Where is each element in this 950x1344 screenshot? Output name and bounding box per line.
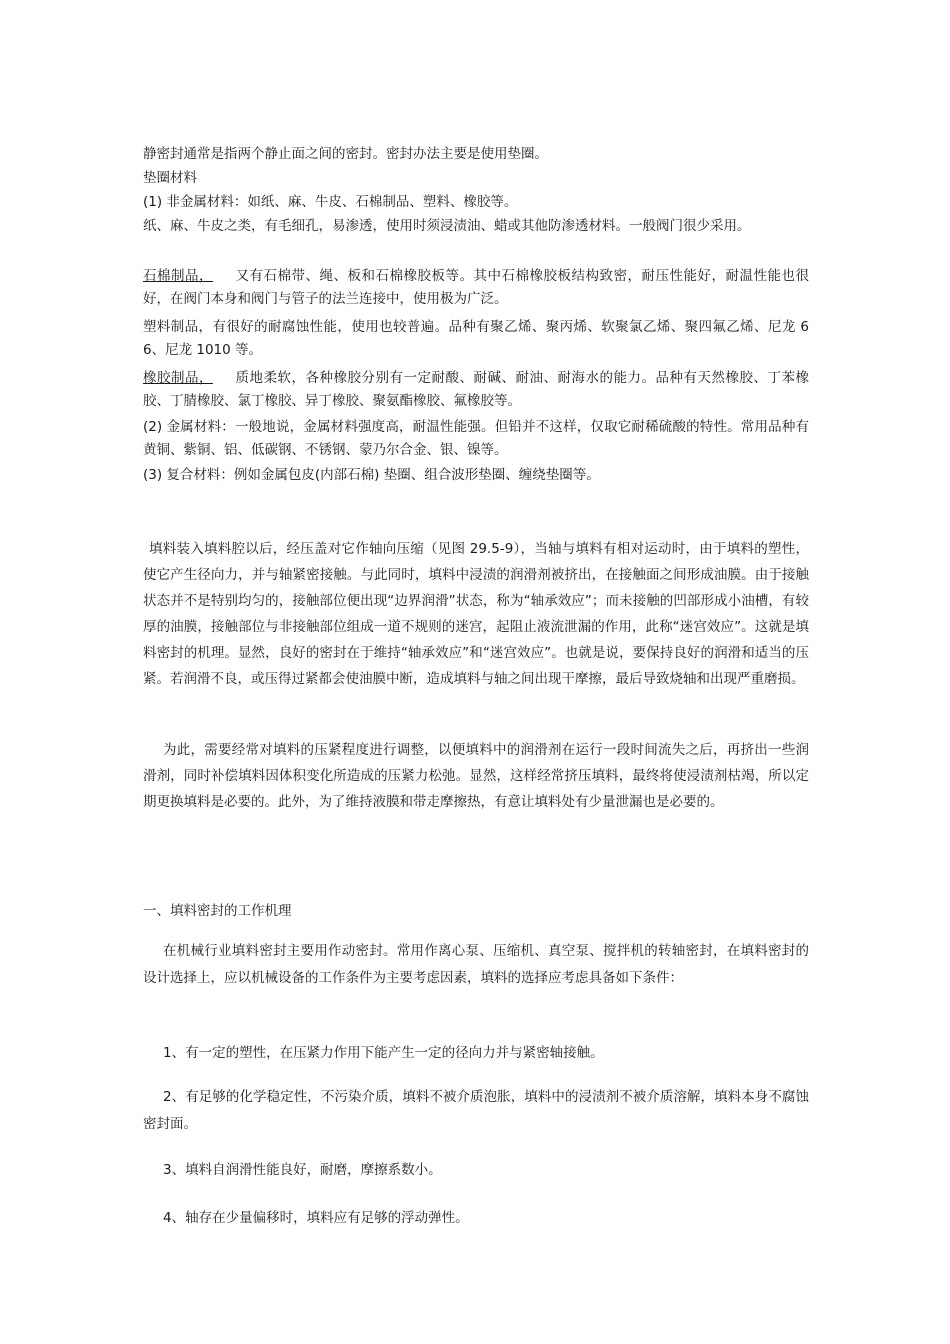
plastic-products-paragraph: 塑料制品，有很好的耐腐蚀性能，使用也较普遍。品种有聚乙烯、聚丙烯、软聚氯乙烯、聚四氟乙烯、尼龙 66、尼龙 1010 等。 xyxy=(143,319,809,358)
metal-materials-item: (2) 金属材料：一般地说，金属材料强度高，耐温性能强。但铅并不这样，仅取它耐稀硫酸的特性。常用品种有黄铜、紫铜、铝、低碳钢、不锈钢、蒙乃尔合金、银、镍等。 xyxy=(143,419,809,458)
packing-adjustment-paragraph: 为此，需要经常对填料的压紧程度进行调整，以便填料中的润滑剂在运行一段时间流失之后，再挤出一些润滑剂，同时补偿填料因体积变化所造成的压紧力松弛。显然，这样经常挤压填料，最终将使浸渍剂枯竭，所以定期更换填料是必要的。此外，为了维持液膜和带走摩擦热，有意让填料处有少量泄漏也是必要的。 xyxy=(143,742,809,810)
condition-item-3: 3、填料自润滑性能良好，耐磨，摩擦系数小。 xyxy=(163,1162,442,1178)
paper-hemp-leather-paragraph: 纸、麻、牛皮之类，有毛细孔，易渗透，使用时须浸渍油、蜡或其他防渗透材料。一般阀门很少采用。 xyxy=(143,218,751,234)
asbestos-products-paragraph xyxy=(143,265,809,311)
intro-paragraph: 静密封通常是指两个静止面之间的密封。密封办法主要是使用垫圈。 xyxy=(143,146,548,162)
section-heading-packing-seal-mechanism: 一、填料密封的工作机理 xyxy=(143,903,292,919)
asbestos-products-text: 又有石棉带、绳、板和石棉橡胶板等。其中石棉橡胶板结构致密，耐压性能好，耐温性能也很好，在阀门本身和阀门与管子的法兰连接中，使用极为广泛。 xyxy=(143,268,809,307)
packing-selection-paragraph: 在机械行业填料密封主要用作动密封。常用作离心泵、压缩机、真空泵、搅拌机的转轴密封，在填料密封的设计选择上，应以机械设备的工作条件为主要考虑因素，填料的选择应考虑具备如下条件： xyxy=(143,943,809,986)
nonmetal-materials-item: (1) 非金属材料：如纸、麻、牛皮、石棉制品、塑料、橡胶等。 xyxy=(143,194,518,210)
condition-item-4: 4、轴存在少量偏移时，填料应有足够的浮动弹性。 xyxy=(163,1210,469,1226)
gasket-materials-heading: 垫圈材料 xyxy=(143,170,197,186)
composite-materials-item: (3) 复合材料：例如金属包皮(内部石棉) 垫圈、组合波形垫圈、缠绕垫圈等。 xyxy=(143,467,600,483)
packing-mechanism-paragraph: 填料装入填料腔以后，经压盖对它作轴向压缩（见图 29.5-9），当轴与填料有相对运动时，由于填料的塑性，使它产生径向力，并与轴紧密接触。与此同时，填料中浸渍的润滑剂被挤出，在接触面之间形成油膜。由于接触状态并不是特别均匀的，接触部位便出现“边界润滑”状态，称为“轴承效应”；而未接触的凹部形成小油槽，有较厚的油膜，接触部位与非接触部位组成一道不规则的迷宫，起阻止液流泄漏的作用，此称“迷宫效应”。这就是填料密封的机理。显然，良好的密封在于维持“轴承效应”和“迷宫效应”。也就是说，要保持良好的润滑和适当的压紧。若润滑不良，或压得过紧都会使油膜中断，造成填料与轴之间出现干摩擦，最后导致烧轴和出现严重磨损。 xyxy=(143,541,809,687)
asbestos-products-term: 石棉制品， xyxy=(143,268,213,284)
document-page xyxy=(143,0,809,1344)
condition-item-1: 1、有一定的塑性，在压紧力作用下能产生一定的径向力并与紧密轴接触。 xyxy=(163,1045,604,1061)
rubber-products-text: 质地柔软，各种橡胶分别有一定耐酸、耐碱、耐油、耐海水的能力。品种有天然橡胶、丁苯橡胶、丁腈橡胶、氯丁橡胶、异丁橡胶、聚氨酯橡胶、氟橡胶等。 xyxy=(143,370,809,409)
rubber-products-term: 橡胶制品， xyxy=(143,370,213,386)
rubber-products-paragraph xyxy=(143,367,809,413)
condition-item-2: 2、有足够的化学稳定性，不污染介质，填料不被介质泡胀，填料中的浸渍剂不被介质溶解，填料本身不腐蚀密封面。 xyxy=(143,1089,809,1132)
